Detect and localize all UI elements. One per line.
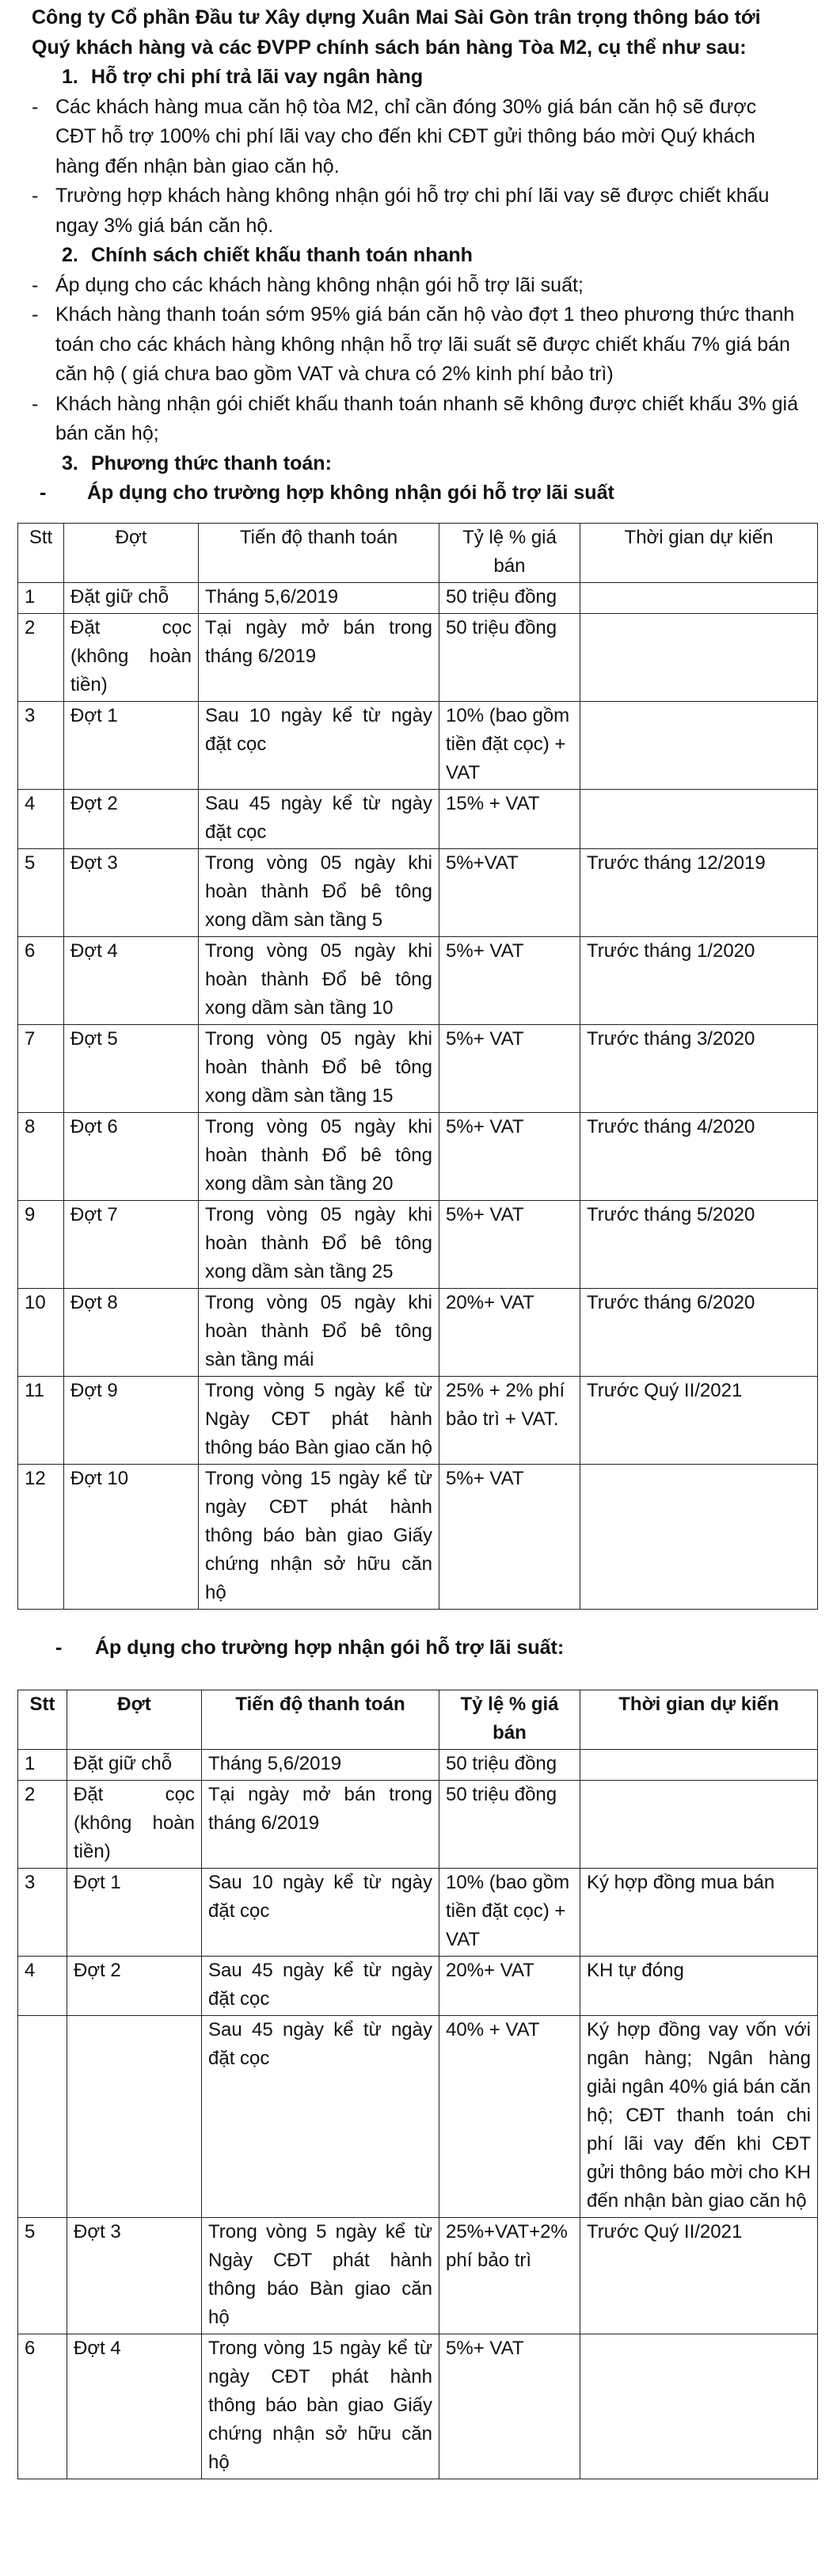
table-cell [18,2016,67,2218]
table-cell: Trong vòng 05 ngày khi hoàn thành Đổ bê tông xong dầm sàn tầng 20 [199,1113,439,1201]
table-cell [580,790,818,849]
table-cell: 6 [18,2334,67,2479]
table-row [18,1869,818,1957]
table-cell: 25% + 2% phí bảo trì + VAT. [439,1377,580,1465]
list-item: - Khách hàng nhận gói chiết khấu thanh toán nhanh sẽ không được chiết khấu 3% giá bán căn hộ; [32,392,798,444]
table-row [18,1201,818,1289]
table-cell: 5%+ VAT [439,937,580,1025]
table-cell: 5%+ VAT [439,1201,580,1289]
table-cell: Trong vòng 05 ngày khi hoàn thành Đổ bê tông xong dầm sàn tầng 15 [199,1025,439,1113]
table-row [18,1781,818,1869]
table-cell: KH tự đóng [580,1957,818,2016]
table-cell: 5%+ VAT [439,1465,580,1610]
table-header-row [18,1690,818,1750]
table-header-row [18,524,818,583]
table-cell: Đợt 3 [64,849,199,937]
table-cell: Sau 10 ngày kể từ ngày đặt cọc [199,702,439,790]
table-cell: 4 [18,1957,67,2016]
table-cell: Trong vòng 05 ngày khi hoàn thành Đổ bê tông sàn tầng mái [199,1289,439,1377]
table-cell: 12 [18,1465,64,1610]
list-item: - Khách hàng thanh toán sớm 95% giá bán căn hộ vào đợt 1 theo phương thức thanh toán cho các khách hàng không nhận hỗ trợ lãi suất sẽ được chiết khấu 7% giá bán căn hộ ( giá chưa bao gồm VAT và chưa có 2% kinh phí bảo trì) [32,303,795,385]
column-header: Thời gian dự kiến [580,1690,818,1750]
table-cell: Trước tháng 6/2020 [580,1289,818,1377]
table-row [18,1113,818,1201]
table-cell: Trong vòng 5 ngày kể từ Ngày CĐT phát hành thông báo Bàn giao căn hộ [199,1377,439,1465]
table-cell: Tại ngày mở bán trong tháng 6/2019 [199,614,439,702]
column-header: Tiến độ thanh toán [199,524,439,583]
table-cell: Đặt cọc (không hoàn tiền) [64,614,199,702]
section-1-heading: 1. Hỗ trợ chi phí trả lãi vay ngân hàng [62,66,424,88]
table-cell: 5%+ VAT [439,1113,580,1201]
table-cell: Sau 45 ngày kể từ ngày đặt cọc [199,790,439,849]
table-row [18,2218,818,2334]
table-cell: 10% (bao gồm tiền đặt cọc) + VAT [439,1869,580,1957]
table-cell: Đợt 6 [64,1113,199,1201]
table-cell: 11 [18,1377,64,1465]
table-cell: Đợt 7 [64,1201,199,1289]
column-header: Tỷ lệ % giá bán [439,1690,580,1750]
table-cell [580,1781,818,1869]
table-row [18,790,818,849]
table-row [18,1465,818,1610]
table-cell: 1 [18,583,64,614]
table-cell: 3 [18,1869,67,1957]
table-cell: Ký hợp đồng vay vốn với ngân hàng; Ngân hàng giải ngân 40% giá bán căn hộ; CĐT thanh toán chi phí lãi vay đến khi CĐT gửi thông báo mời cho KH đến nhận bàn giao căn hộ [580,2016,818,2218]
table-cell: Trong vòng 5 ngày kể từ Ngày CĐT phát hành thông báo Bàn giao căn hộ [202,2218,439,2334]
table-cell: Trong vòng 05 ngày khi hoàn thành Đổ bê tông xong dầm sàn tầng 10 [199,937,439,1025]
table-row [18,2016,818,2218]
column-header: Tiến độ thanh toán [202,1690,439,1750]
list-item: - Trường hợp khách hàng không nhận gói hỗ trợ chi phí lãi vay sẽ được chiết khấu ngay 3% giá bán căn hộ. [32,185,770,237]
table-cell [580,702,818,790]
table-cell: Tháng 5,6/2019 [199,583,439,614]
table-cell: Đợt 4 [67,2334,202,2479]
table-cell: Trước tháng 3/2020 [580,1025,818,1113]
table-1-caption: - Áp dụng cho trường hợp không nhận gói hỗ trợ lãi suất [40,482,614,504]
table-cell: 5%+ VAT [439,2334,580,2479]
table-cell: Trước tháng 5/2020 [580,1201,818,1289]
section-2-heading: 2. Chính sách chiết khấu thanh toán nhanh [62,244,473,266]
table-row [18,1377,818,1465]
table-row [18,1289,818,1377]
table-cell [67,2016,202,2218]
table-row [18,583,818,614]
table-row [18,614,818,702]
table-cell: 5%+ VAT [439,1025,580,1113]
table-cell: Đợt 1 [64,702,199,790]
table-cell: 5 [18,2218,67,2334]
table-cell [580,1465,818,1610]
list-item: - Áp dụng cho các khách hàng không nhận gói hỗ trợ lãi suất; [32,273,584,296]
table-cell: 6 [18,937,64,1025]
table-cell: Trước Quý II/2021 [580,1377,818,1465]
payment-table-with-support [17,1690,818,2479]
column-header: Stt [18,1690,67,1750]
table-cell: Trước Quý II/2021 [580,2218,818,2334]
table-cell: 5 [18,849,64,937]
table-cell: Trước tháng 12/2019 [580,849,818,937]
table-cell: 20%+ VAT [439,1289,580,1377]
table-cell: Trong vòng 05 ngày khi hoàn thành Đổ bê tông xong dầm sàn tầng 5 [199,849,439,937]
intro-paragraph: Công ty Cổ phần Đầu tư Xây dựng Xuân Mai Sài Gòn trân trọng thông báo tới Quý khách hàng và các ĐVPP chính sách bán hàng Tòa M2, cụ thể như sau: [32,6,761,59]
table-cell: 25%+VAT+2% phí bảo trì [439,2218,580,2334]
table-cell: 50 triệu đồng [439,1781,580,1869]
table-row [18,1957,818,2016]
table-cell: Đợt 9 [64,1377,199,1465]
table-cell: Đợt 5 [64,1025,199,1113]
column-header: Thời gian dự kiến [580,524,818,583]
table-cell: Đợt 3 [67,2218,202,2334]
table-cell: Đợt 10 [64,1465,199,1610]
table-cell [580,1750,818,1781]
table-row [18,702,818,790]
table-cell: Đặt giữ chỗ [67,1750,202,1781]
table-cell: Trong vòng 15 ngày kể từ ngày CĐT phát hành thông báo bàn giao Giấy chứng nhận sở hữu căn hộ [202,2334,439,2479]
table-cell: 20%+ VAT [439,1957,580,2016]
table-cell: 7 [18,1025,64,1113]
table-cell: Sau 10 ngày kể từ ngày đặt cọc [202,1869,439,1957]
table-cell [580,2334,818,2479]
column-header: Đợt [67,1690,202,1750]
table-cell: 50 triệu đồng [439,614,580,702]
table-cell: 10 [18,1289,64,1377]
table-row [18,1025,818,1113]
table-cell: 5%+VAT [439,849,580,937]
table-cell: Ký hợp đồng mua bán [580,1869,818,1957]
table-cell: Tháng 5,6/2019 [202,1750,439,1781]
table-cell: Tại ngày mở bán trong tháng 6/2019 [202,1781,439,1869]
table-cell: 50 triệu đồng [439,583,580,614]
table-row [18,1750,818,1781]
table-cell: 50 triệu đồng [439,1750,580,1781]
table-cell: Trước tháng 4/2020 [580,1113,818,1201]
table-cell: Trong vòng 05 ngày khi hoàn thành Đổ bê tông xong dầm sàn tầng 25 [199,1201,439,1289]
table-cell: 1 [18,1750,67,1781]
column-header: Đợt [64,524,199,583]
table-cell: Đợt 2 [64,790,199,849]
table-cell: Sau 45 ngày kể từ ngày đặt cọc [202,2016,439,2218]
table-row [18,2334,818,2479]
table-cell: Đặt cọc (không hoàn tiền) [67,1781,202,1869]
table-cell: Trước tháng 1/2020 [580,937,818,1025]
payment-table-no-support [17,523,818,1610]
table-row [18,849,818,937]
table-cell [580,583,818,614]
table-cell: Đặt giữ chỗ [64,583,199,614]
table-cell: Đợt 8 [64,1289,199,1377]
table-cell [580,614,818,702]
section-3-heading: 3. Phương thức thanh toán: [62,452,332,474]
table-cell: 15% + VAT [439,790,580,849]
table-cell: Sau 45 ngày kể từ ngày đặt cọc [202,1957,439,2016]
table-cell: 2 [18,1781,67,1869]
table-cell: 10% (bao gồm tiền đặt cọc) + VAT [439,702,580,790]
table-cell: 8 [18,1113,64,1201]
table-cell: Trong vòng 15 ngày kể từ ngày CĐT phát hành thông báo bàn giao Giấy chứng nhận sở hữu căn hộ [199,1465,439,1610]
table-2-caption: - Áp dụng cho trường hợp nhận gói hỗ trợ lãi suất: [55,1637,565,1659]
policy-text [32,3,800,509]
column-header: Tỷ lệ % giá bán [439,524,580,583]
table-cell: 2 [18,614,64,702]
table-cell: 3 [18,702,64,790]
list-item: - Các khách hàng mua căn hộ tòa M2, chỉ cần đóng 30% giá bán căn hộ sẽ được CĐT hỗ trợ 100% chi phí lãi vay cho đến khi CĐT gửi thông báo mời Quý khách hàng đến nhận bàn giao căn hộ. [32,95,757,177]
table-cell: 4 [18,790,64,849]
table-row [18,937,818,1025]
column-header: Stt [18,524,64,583]
table-cell: 9 [18,1201,64,1289]
table-cell: 40% + VAT [439,2016,580,2218]
table-cell: Đợt 4 [64,937,199,1025]
table-cell: Đợt 1 [67,1869,202,1957]
table-cell: Đợt 2 [67,1957,202,2016]
